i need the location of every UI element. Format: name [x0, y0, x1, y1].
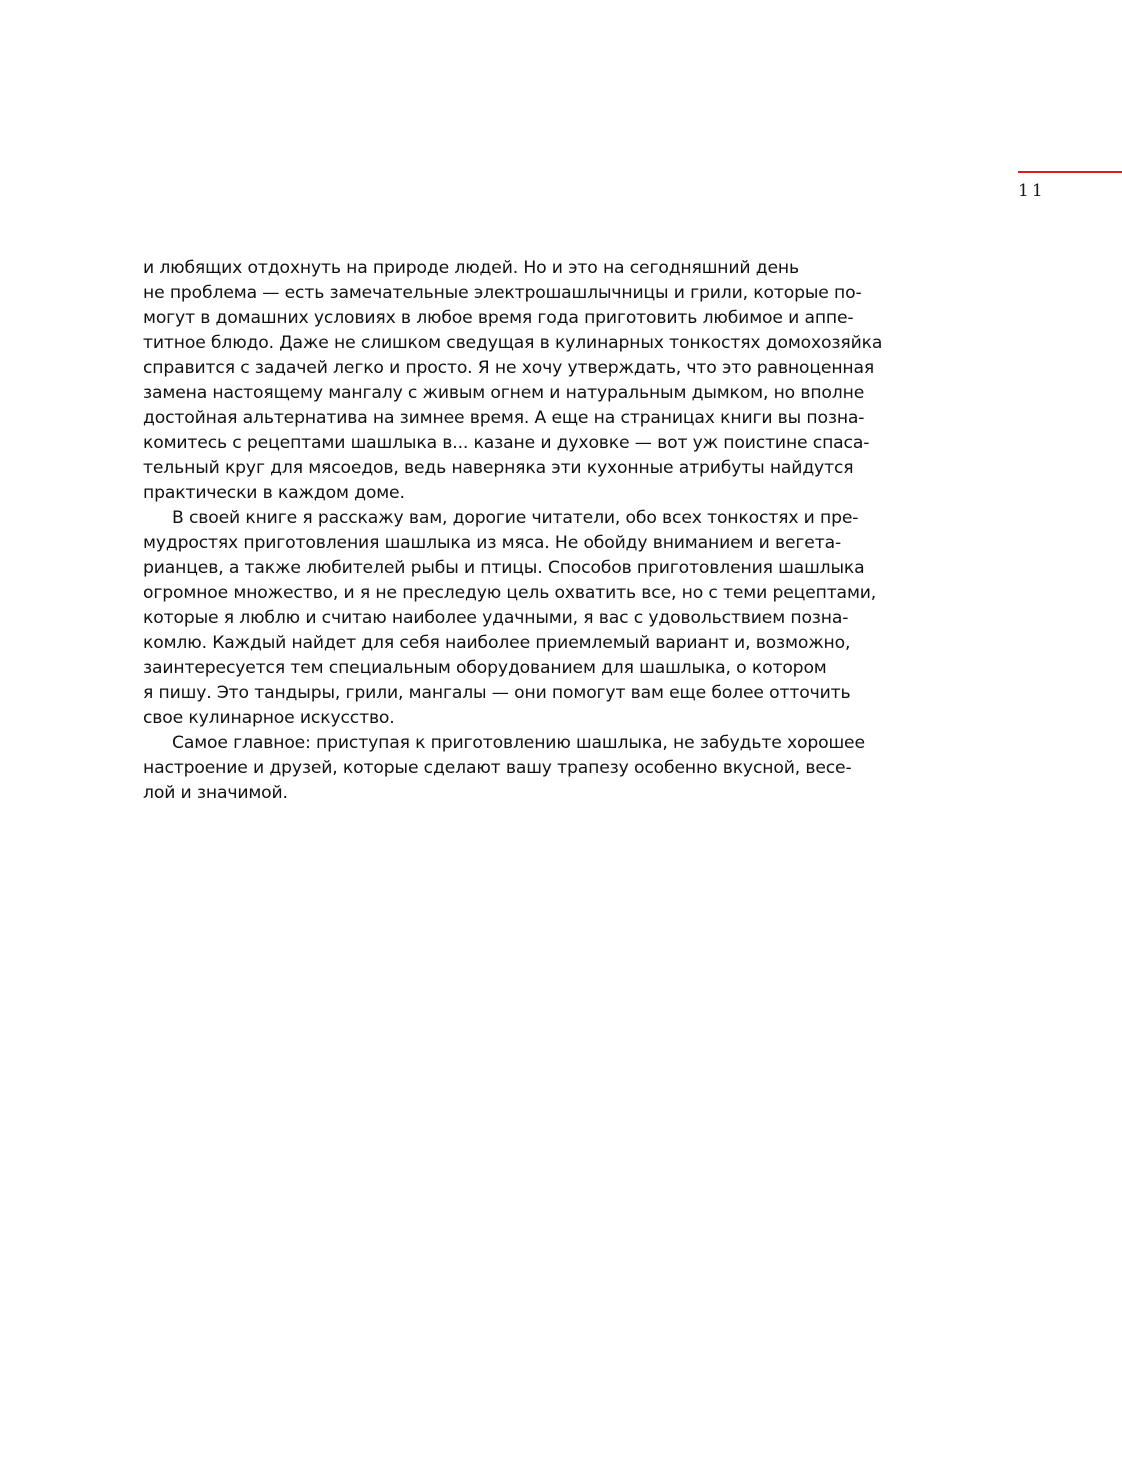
- text-line: комлю. Каждый найдет для себя наиболее приемлемый вариант и, возможно,: [143, 633, 851, 653]
- text-line: Самое главное: приступая к приготовлению шашлыка, не забудьте хорошее: [172, 733, 865, 753]
- text-line: мудростях приготовления шашлыка из мяса. Не обойду вниманием и вегета-: [143, 533, 841, 553]
- body-text: [143, 256, 953, 806]
- text-line: свое кулинарное искусство.: [143, 708, 395, 728]
- text-line: не проблема — есть замечательные электрошашлычницы и грили, которые по-: [143, 283, 862, 303]
- text-line: тельный круг для мясоедов, ведь наверняка эти кухонные атрибуты найдутся: [143, 458, 854, 478]
- text-line: комитесь с рецептами шашлыка в... казане и духовке — вот уж поистине спаса-: [143, 433, 870, 453]
- paragraph-2: [143, 506, 953, 731]
- text-line: замена настоящему мангалу с живым огнем и натуральным дымком, но вполне: [143, 383, 865, 403]
- text-line: практически в каждом доме.: [143, 483, 405, 503]
- text-line: титное блюдо. Даже не слишком сведущая в кулинарных тонкостях домохозяйка: [143, 333, 883, 353]
- text-line: В своей книге я расскажу вам, дорогие читатели, обо всех тонкостях и пре-: [172, 508, 859, 528]
- header-rule: [1018, 171, 1122, 173]
- paragraph-1: [143, 256, 953, 506]
- paragraph-3: [143, 731, 953, 806]
- text-line: рианцев, а также любителей рыбы и птицы. Способов приготовления шашлыка: [143, 558, 865, 578]
- text-line: огромное множество, и я не преследую цель охватить все, но с теми рецептами,: [143, 583, 877, 603]
- text-line: достойная альтернатива на зимнее время. А еще на страницах книги вы позна-: [143, 408, 865, 428]
- text-line: лой и значимой.: [143, 783, 288, 803]
- text-line: заинтересуется тем специальным оборудованием для шашлыка, о котором: [143, 658, 827, 678]
- text-line: и любящих отдохнуть на природе людей. Но и это на сегодняшний день: [143, 258, 799, 278]
- page-number: 11: [1018, 181, 1046, 201]
- text-line: которые я люблю и считаю наиболее удачными, я вас с удовольствием позна-: [143, 608, 849, 628]
- text-line: справится с задачей легко и просто. Я не хочу утверждать, что это равноценная: [143, 358, 875, 378]
- text-line: настроение и друзей, которые сделают вашу трапезу особенно вкусной, весе-: [143, 758, 852, 778]
- text-line: я пишу. Это тандыры, грили, мангалы — они помогут вам еще более отточить: [143, 683, 851, 703]
- text-line: могут в домашних условиях в любое время года приготовить любимое и аппе-: [143, 308, 854, 328]
